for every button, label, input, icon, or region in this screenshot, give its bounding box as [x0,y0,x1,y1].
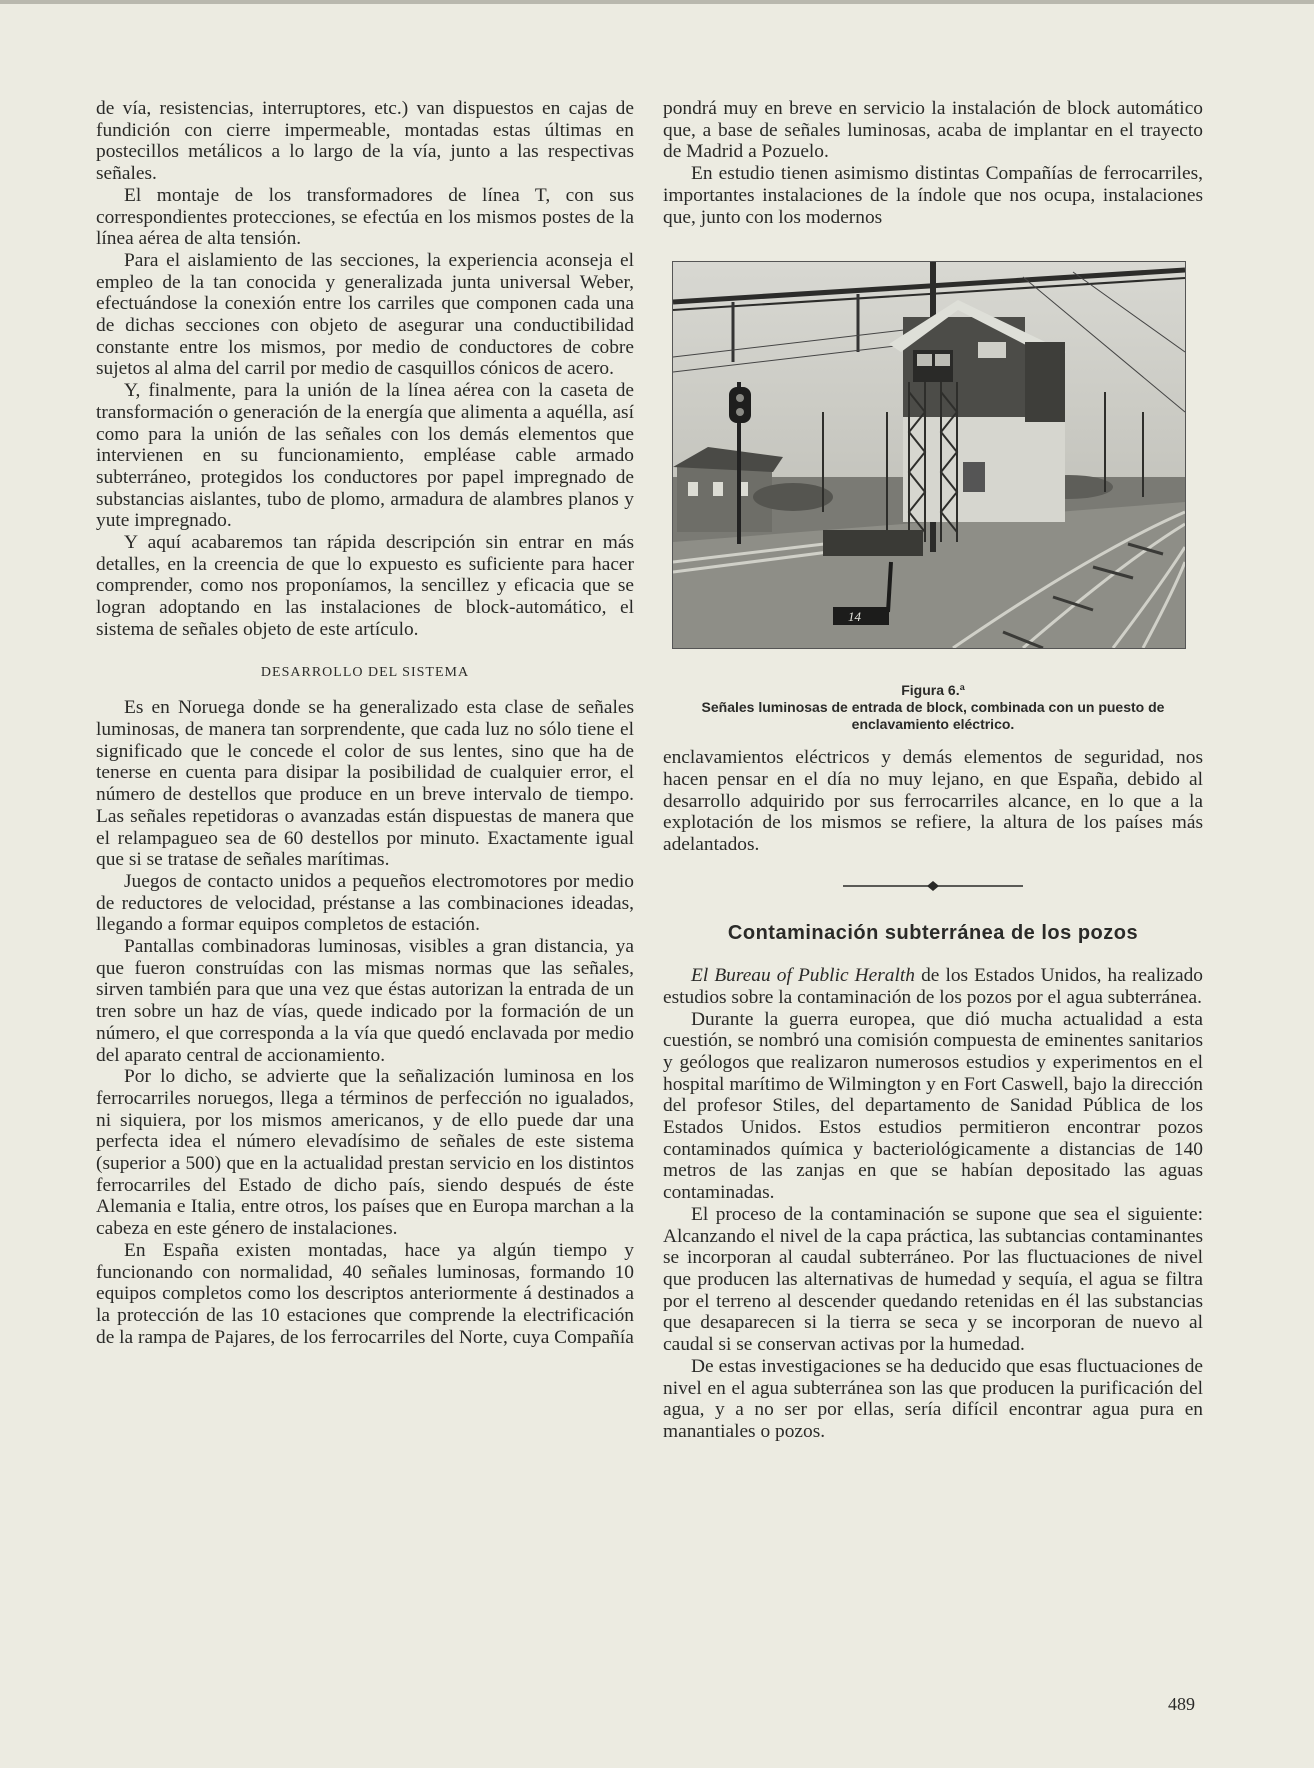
italic-source: El Bureau of Public Heralth [691,965,915,987]
figure-photo [672,261,1186,649]
section-divider [663,876,1203,898]
article-title: Contaminación subterránea de los pozos [727,922,1139,945]
paragraph: En España existen montadas, hace ya algún tiempo y funcionando con normalidad, 40 señales luminosas, formando 10 equipos completos como los descriptos anteriormente á destinados a la protección de las 10 estaciones que comprende la electrificación de la rampa de Pajares, de los ferrocarriles del Norte, cuya Compañía [96,1239,634,1348]
paragraph [663,965,1203,1008]
paragraph: Pantallas combinadoras luminosas, visibles a gran distancia, ya que fueron construídas con las mismas normas que las señales, sirven también para que una vez que éstas autorizan la entrada de un tren sobre un haz de vías, quede indicado por la formación de un número, el que corresponda a la vía que quedó enclavada por medio del aparato central de accionamiento. [96,936,634,1066]
paragraph: Para el aislamiento de las secciones, la experiencia aconseja el empleo de la tan conocida y generalizada junta universal Weber, efectuándose la conexión entre los carriles que componen cada una de dichas secciones con objeto de asegurar una conductibilidad constante entre los mismos, por medio de conductores de cobre sujetos al alma del carril por medio de casquillos cónicos de acero. [96,249,634,380]
paragraph: de vía, resistencias, interruptores, etc.) van dispuestos en cajas de fundición con cierre impermeable, montadas estas últimas en postecillos metálicos a lo largo de la vía, junto a las respectivas señales. [96,98,634,185]
page-number: 489 [1168,1694,1195,1714]
sign-number: 14 [848,609,861,625]
paragraph: pondrá muy en breve en servicio la instalación de block automático que, a base de señales luminosas, acaba de implantar en el trayecto de Madrid a Pozuelo. [663,98,1203,163]
paragraph: Juegos de contacto unidos a pequeños electromotores por medio de reductores de velocidad, préstanse a las combinaciones ideadas, llegando a formar equipos completos de estación. [96,870,634,936]
figure-caption-block [663,682,1203,733]
railway-signal-illustration [673,262,1185,648]
left-column [96,98,634,1348]
figure-label: Figura 6.ª [901,682,965,699]
paragraph: De estas investigaciones se ha deducido que esas fluctuaciones de nivel en el agua subterránea son las que producen la purificación del agua, y a no ser por ellas, sería difícil encontrar agua pura en manantiales o pozos. [663,1355,1203,1442]
right-column [663,98,1203,1443]
top-rule [0,0,1314,4]
paragraph: Es en Noruega donde se ha generalizado esta clase de señales luminosas, de manera tan sorprendente, que cada luz no sólo tiene el significado que le concede el color de sus lentes, sino que ha de tenerse en cuenta para disipar la posibilidad de cualquier error, el número de destellos que produce en un breve intervalo de tiempo. Las señales repetidoras o avanzadas están dispuestas de manera que el relampagueo sea de 60 destellos por minuto. Exactamente igual que si se tratase de señales marítimas. [96,697,634,871]
paragraph: enclavamientos eléctricos y demás elementos de seguridad, nos hacen pensar en el día no muy lejano, en que España, debido al desarrollo adquirido por sus ferrocarriles alcance, en lo que a la explotación de los mismos se refiere, la altura de los países más adelantados. [663,747,1203,856]
paragraph: Y, finalmente, para la unión de la línea aérea con la caseta de transformación o generación de la energía que alimenta a aquélla, así como para la unión de las señales con los demás elementos que intervienen en su funcionamiento, empléase cable armado subterráneo, protegidos los conductores por papel impregnado de substancias aislantes, tubo de plomo, armadura de alambres planos y yute impregnado. [96,380,634,532]
paragraph: Durante la guerra europea, que dió mucha actualidad a esta cuestión, se nombró una comisión compuesta de eminentes sanitarios y geólogos que realizaron numerosos estudios y experimentos en el hospital marítimo de Wilmington y en Fort Caswell, bajo la dirección del profesor Stiles, del departamento de Sanidad Pública de los Estados Unidos. Estos estudios permitieron encontrar pozos contaminados química y bacteriológicamente a distancias de 140 metros de las zanjas en que se habían depositado las aguas contaminadas. [663,1008,1203,1204]
paragraph: En estudio tienen asimismo distintas Compañías de ferrocarriles, importantes instalaciones de la índole que nos ocupa, instalaciones que, junto con los modernos [663,163,1203,228]
paragraph: El proceso de la contaminación se supone que sea el siguiente: Alcanzando el nivel de la capa práctica, las subtancias contaminantes se incorporan al caudal subterráneo. Por las fluctuaciones de nivel que producen las alternativas de humedad y sequía, el agua se filtra por el terreno al descender quedando retenidas en él las substancias que desaparecen si la tierra se seca y se incorporan de nuevo al caudal si se conservan activas por la humedad. [663,1203,1203,1356]
paragraph: El montaje de los transformadores de línea T, con sus correspondientes protecciones, se efectúa en los mismos postes de la línea aérea de alta tensión. [96,184,634,250]
paragraph: Y aquí acabaremos tan rápida descripción sin entrar en más detalles, en la creencia de que lo expuesto es suficiente para hacer comprender, como nos proponíamos, la sencillez y eficacia que se logran adoptando en las instalaciones de block-automático, el sistema de señales objeto de este artículo. [96,532,634,640]
figure-caption: Señales luminosas de entrada de block, combinada con un puesto de enclavamiento eléctrico. [701,699,1165,733]
paragraph-text: de los Estados Unidos, ha realizado estudios sobre la contaminación de los pozos por el agua subterránea. [663,965,1203,1008]
diamond-rule-icon [843,880,1023,892]
section-heading: DESARROLLO DEL SISTEMA [260,664,470,680]
paragraph: Por lo dicho, se advierte que la señalización luminosa en los ferrocarriles noruegos, llega a términos de perfección no igualados, ni siquiera, por los mismos americanos, y de ello puede dar una perfecta idea el número elevadísimo de señales de este sistema (superior a 500) que en la actualidad prestan servicio en los distintos ferrocarriles del Estado de dicho país, siendo después de éste Alemania e Italia, entre otros, los países que en Europa marchan a la cabeza en este género de instalaciones. [96,1066,634,1240]
